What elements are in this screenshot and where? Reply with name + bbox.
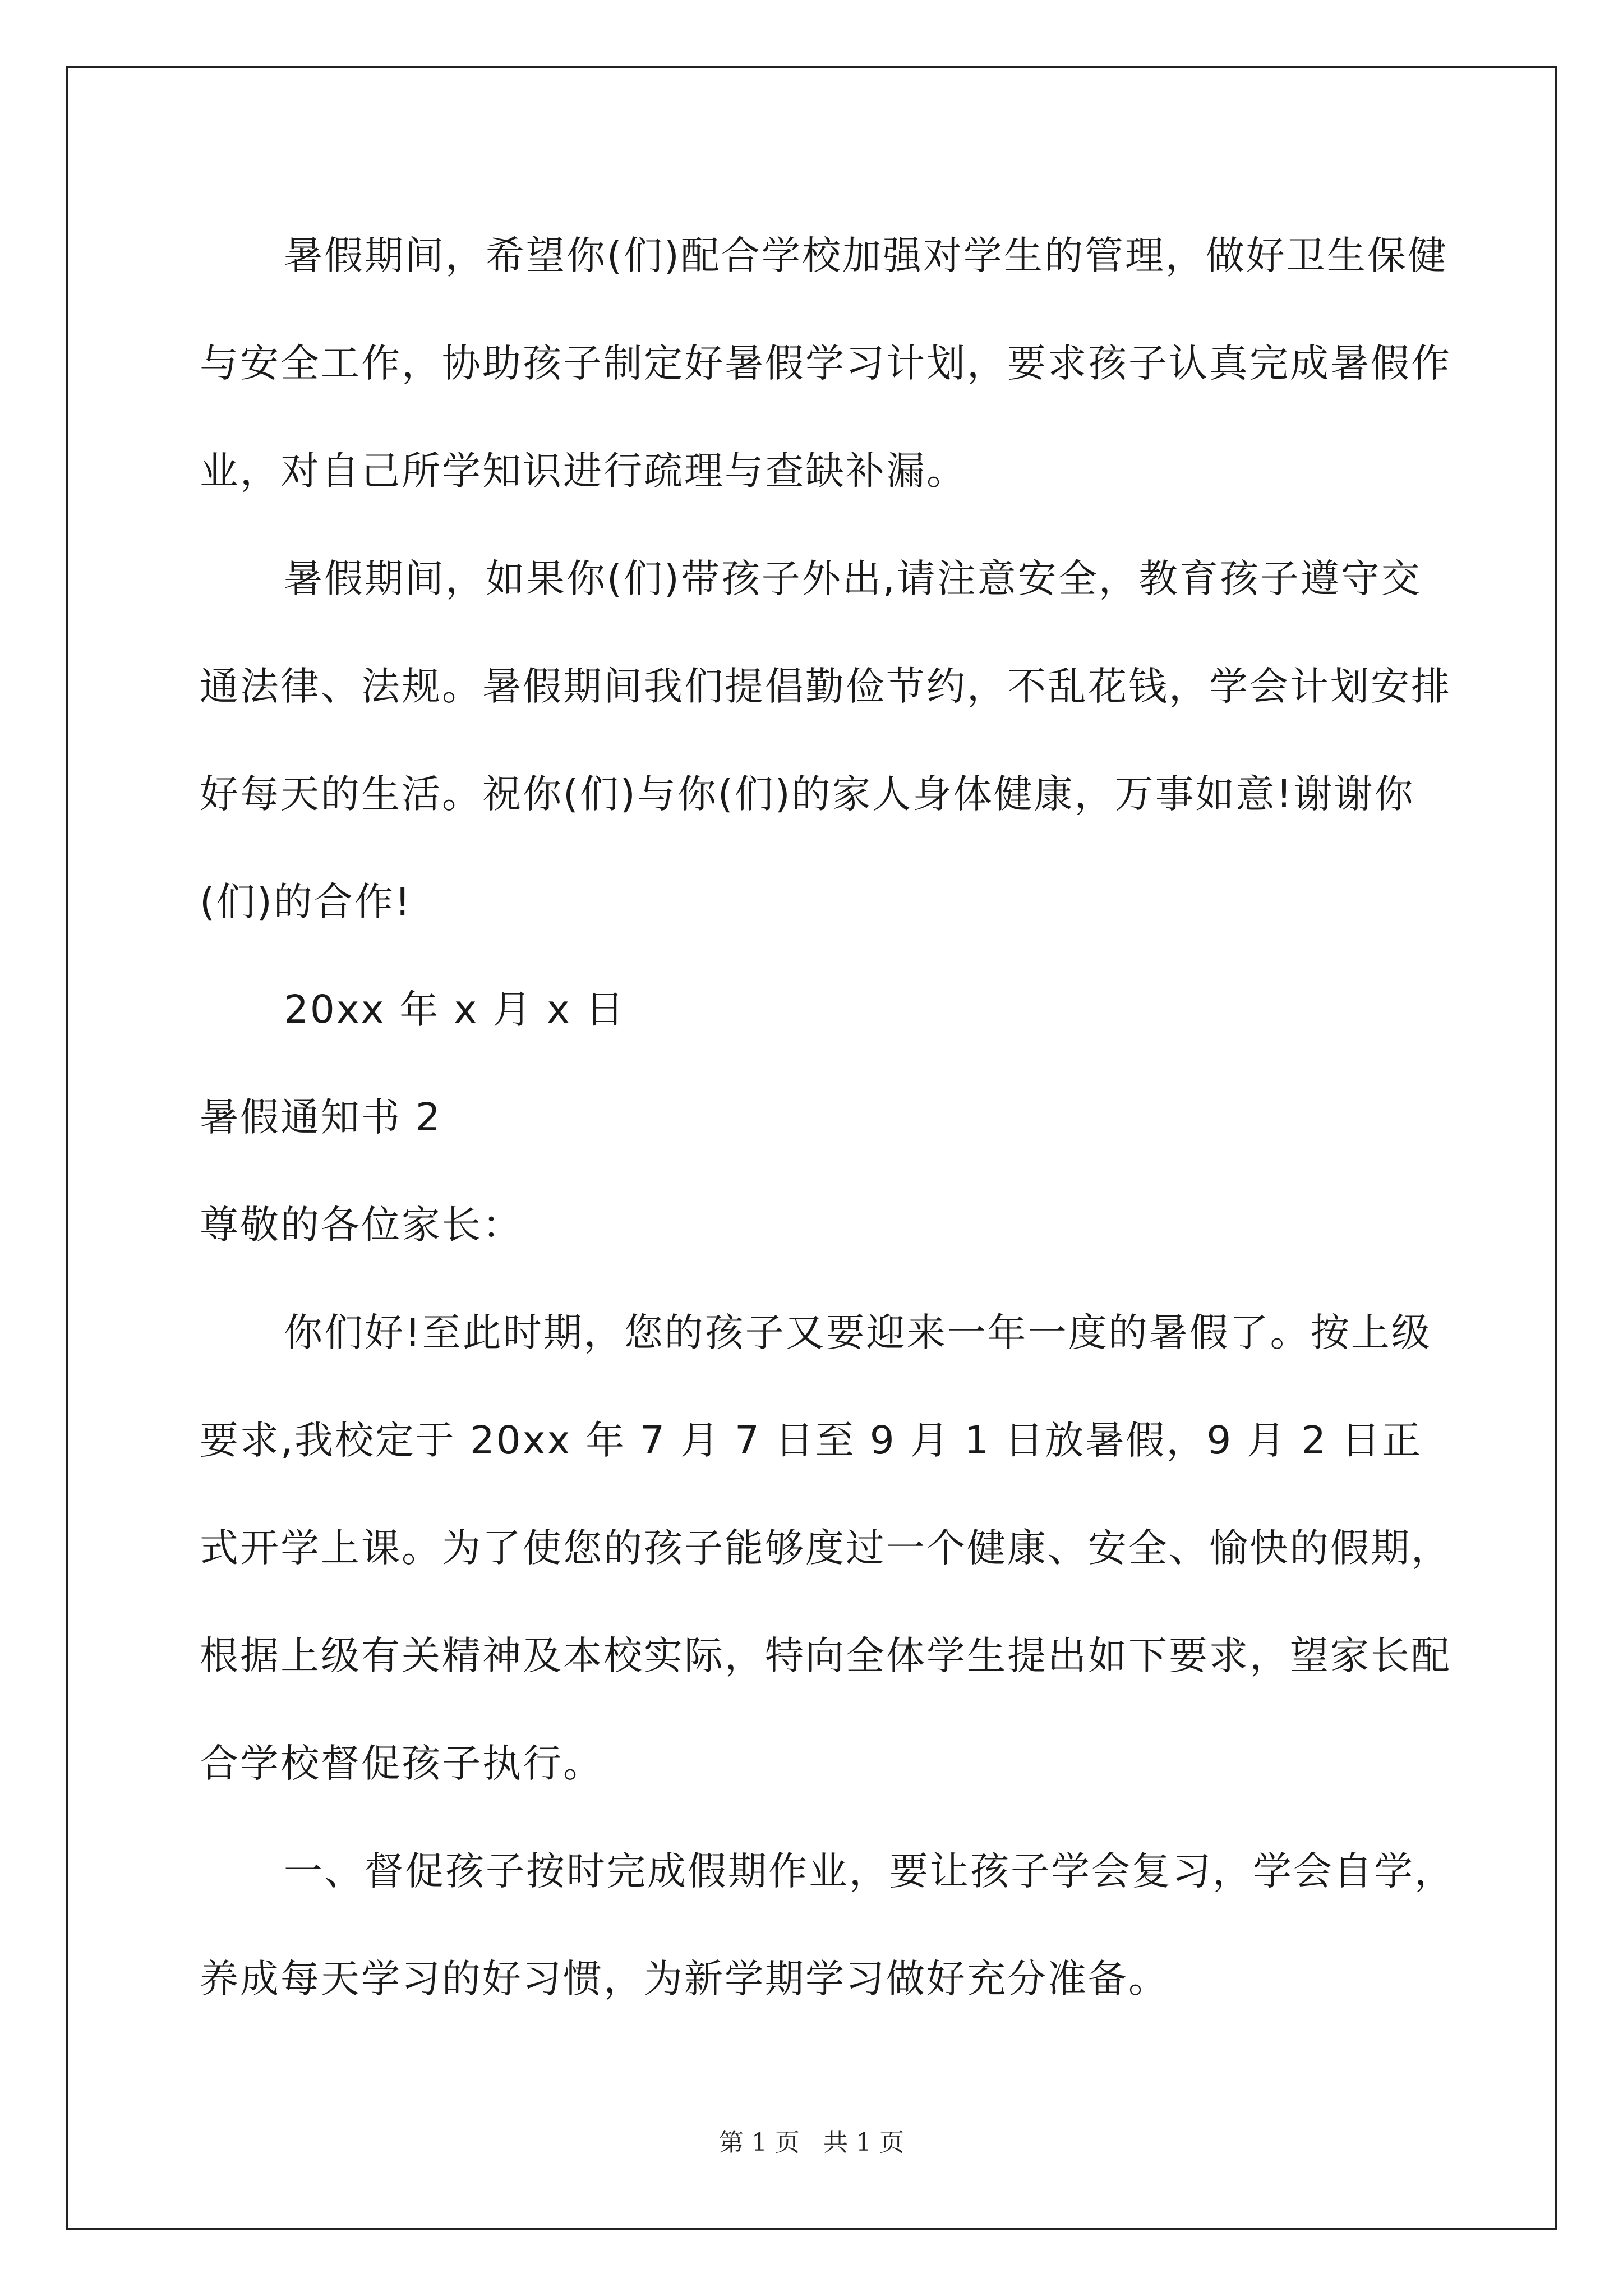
section-heading: 暑假通知书 2 — [200, 1095, 442, 1140]
paragraph-vacation-dates: 你们好!至此时期，您的孩子又要迎来一年一度的暑假了。按上级要求,我校定于 20xx 年 7 月 7 日至 9 月 1 日放暑假，9 月 2 日正式开学上课。为了使您的孩子能够度过一个健康、安全、愉快的假期，根据上级有关精神及本校实际，特向全体学生提出如下要求，望家长配合学校督促孩子执行。 — [200, 1310, 1451, 1786]
date-line: 20xx 年 x 月 x 日 — [284, 987, 626, 1032]
paragraph-safety-study: 暑假期间，希望你(们)配合学校加强对学生的管理，做好卫生保健与安全工作，协助孩子制定好暑假学习计划，要求孩子认真完成暑假作业，对自己所学知识进行疏理与查缺补漏。 — [200, 233, 1451, 494]
page-number: 第 1 页 — [719, 2128, 800, 2157]
paragraph-travel-thanks: 暑假期间，如果你(们)带孩子外出,请注意安全，教育孩子遵守交通法律、法规。暑假期间我们提倡勤俭节约，不乱花钱，学会计划安排好每天的生活。祝你(们)与你(们)的家人身体健康，万事如意!谢谢你(们)的合作! — [200, 556, 1451, 924]
document-body — [200, 202, 1456, 2033]
page-footer — [0, 2126, 1623, 2160]
salutation: 尊敬的各位家长： — [200, 1203, 523, 1248]
paragraph-requirement-1: 一、督促孩子按时完成假期作业，要让孩子学会复习，学会自学，养成每天学习的好习惯，为新学期学习做好充分准备。 — [200, 1849, 1455, 2001]
page-total: 共 1 页 — [823, 2128, 904, 2157]
